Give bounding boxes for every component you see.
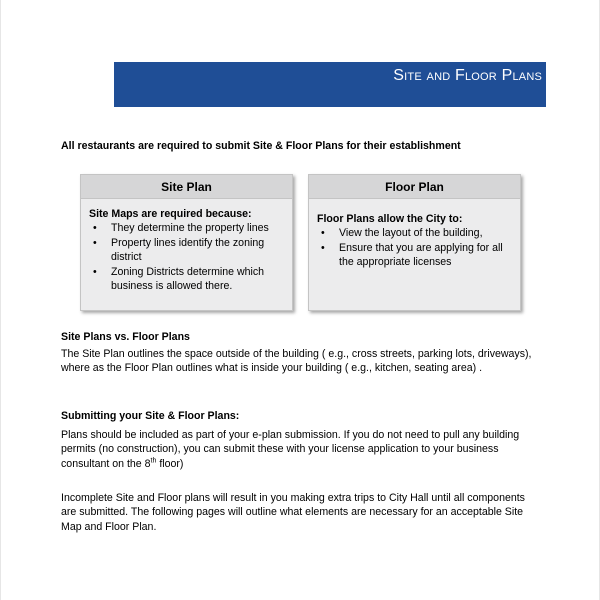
section-heading-vs: Site Plans vs. Floor Plans (61, 331, 190, 343)
submit-text-before: Plans should be included as part of your e-plan submission. If you do not need to pull any building permits (no construction), you can submit these with your license application to your business consultant on the 8 (61, 429, 520, 470)
section-text-submit (61, 428, 541, 471)
closing-paragraph: Incomplete Site and Floor plans will result in you making extra trips to City Hall until all components are submitted. The following pages will outline what elements are necessary for an acceptable Site Map and Floor Plan. (61, 492, 525, 533)
submit-text-after: floor) (156, 457, 184, 470)
page-title: Site and Floor Plans (393, 67, 542, 84)
title-banner (114, 62, 546, 107)
floor-plan-box (308, 174, 521, 311)
list-item: • They determine the property lines (89, 221, 286, 235)
submit-superscript: th (150, 457, 157, 465)
list-item: • Zoning Districts determine which business is allowed there. (89, 265, 286, 294)
floor-plan-lead: Floor Plans allow the City to: (317, 213, 463, 225)
floor-plan-header: Floor Plan (309, 175, 520, 199)
site-plan-header: Site Plan (81, 175, 292, 199)
site-plan-body (81, 199, 292, 293)
site-plan-bullets (89, 221, 286, 293)
list-item: • View the layout of the building, (317, 226, 514, 240)
site-plan-lead: Site Maps are required because: (89, 208, 252, 220)
intro-statement: All restaurants are required to submit Site & Floor Plans for their establishment (61, 140, 461, 152)
list-item: • Ensure that you are applying for all the appropriate licenses (317, 241, 514, 270)
floor-plan-body (309, 199, 520, 270)
site-plan-box (80, 174, 293, 311)
floor-plan-bullets (317, 226, 514, 269)
section-heading-submit: Submitting your Site & Floor Plans: (61, 410, 240, 422)
section-text-vs: The Site Plan outlines the space outside of the building ( e.g., cross streets, parking lots, driveways), where as the Floor Plan outlines what is inside your building ( e.g., kitchen, seating area) . (61, 348, 532, 375)
list-item: • Property lines identify the zoning district (89, 236, 286, 265)
